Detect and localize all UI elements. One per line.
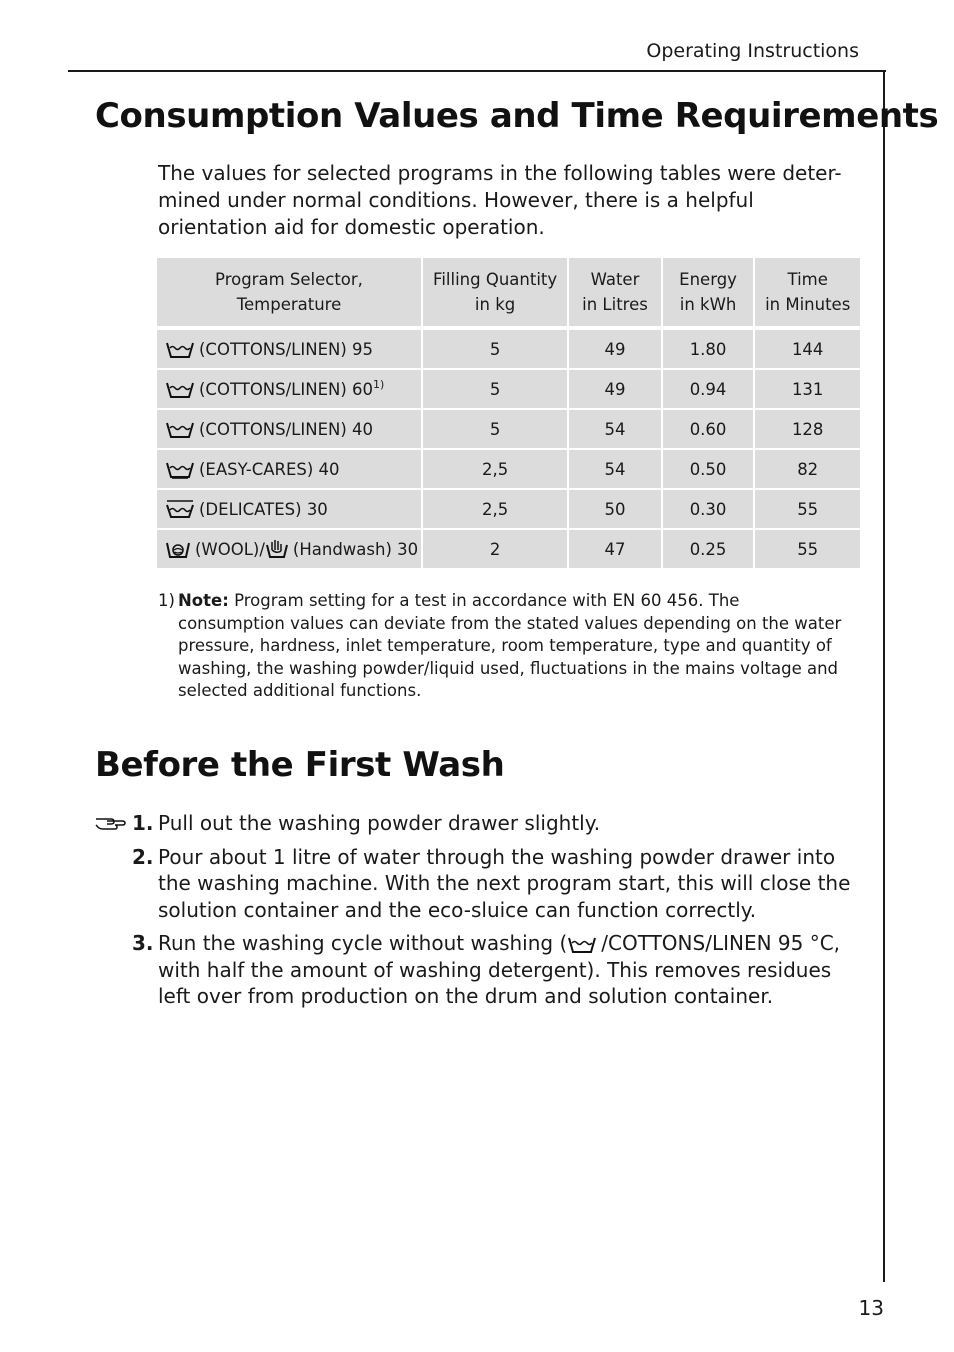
footnote-note-label: Note: [178, 591, 229, 610]
water-cell: 49 [569, 370, 663, 410]
washtub-icon [165, 339, 195, 359]
table-row [157, 450, 860, 490]
kg-cell: 2,5 [423, 450, 569, 490]
program-cell: (COTTONS/LINEN) 40 [157, 410, 423, 450]
water-cell: 47 [569, 530, 663, 570]
list-item [95, 810, 865, 837]
page-number: 13 [858, 1296, 884, 1320]
program-cell: (COTTONS/LINEN) 60$^{1)}$ [157, 370, 423, 410]
water-cell: 54 [569, 450, 663, 490]
table-row [157, 530, 860, 570]
time-cell: 55 [755, 490, 860, 530]
energy-cell: 1.80 [663, 330, 756, 370]
program-cell: (COTTONS/LINEN) 95 [157, 330, 423, 370]
step-number: 1. [132, 811, 154, 835]
step-text: Pull out the washing powder drawer slightly. [158, 811, 601, 835]
handwash-icon [265, 539, 289, 559]
washtub-icon [165, 379, 195, 399]
kg-cell: 5 [423, 330, 569, 370]
water-cell: 54 [569, 410, 663, 450]
consumption-intro: The values for selected programs in the following tables were deter-mined under normal conditions. However, there is a helpful orientation aid for domestic operation. [158, 161, 842, 239]
side-rule [883, 70, 885, 1282]
table-header-row [157, 258, 860, 330]
header-filling-quantity: Filling Quantity in kg [423, 258, 569, 330]
program-cell: (WOOL)/ (Handwash) 30 [157, 530, 423, 570]
time-cell: 131 [755, 370, 860, 410]
running-header: Operating Instructions [646, 40, 859, 62]
program-cell: (DELICATES) 30 [157, 490, 423, 530]
washtub-delicates-icon [165, 499, 195, 519]
kg-cell: 2 [423, 530, 569, 570]
table-row [157, 410, 860, 450]
step-text: Run the washing cycle without washing ( [158, 931, 568, 955]
washtub-icon [567, 934, 597, 954]
water-cell: 50 [569, 490, 663, 530]
header-rule [68, 70, 886, 72]
footnote-text: Program setting for a test in accordance with EN 60 456. The consumption values can deviate from the stated values depending on the water pressure, hardness, inlet temperature, room temperature, type and quantity of washing, the washing powder/liquid used, fluctuations in the mains voltage and selected additional functions. [178, 591, 842, 700]
step-number: 3. [132, 931, 154, 955]
footnote-ref: 1) [373, 378, 385, 391]
energy-cell: 0.25 [663, 530, 756, 570]
step-text: Pour about 1 litre of water through the washing powder drawer into the washing machine. With the next program start, this will close the solution container and the eco-sluice can function correctly. [158, 844, 851, 922]
table-row [157, 370, 860, 410]
kg-cell: 2,5 [423, 490, 569, 530]
time-cell: 55 [755, 530, 860, 570]
energy-cell: 0.94 [663, 370, 756, 410]
table-row [157, 490, 860, 530]
time-cell: 144 [755, 330, 860, 370]
energy-cell: 0.60 [663, 410, 756, 450]
header-water: Water in Litres [569, 258, 663, 330]
washtub-easycare-icon [165, 459, 195, 479]
consumption-title: Consumption Values and Time Requirements [95, 96, 939, 136]
wool-icon [165, 539, 191, 559]
time-cell: 128 [755, 410, 860, 450]
table-row [157, 330, 860, 370]
step-text: /COTTONS/LINEN 95 °C, with half the amount of washing detergent). This removes residues left over from production on the drum and solution container. [158, 931, 841, 1008]
step-number: 2. [132, 844, 154, 869]
water-cell: 49 [569, 330, 663, 370]
pointing-hand-icon [95, 813, 127, 831]
energy-cell: 0.50 [663, 450, 756, 490]
list-item [95, 844, 865, 924]
list-item [95, 930, 865, 1010]
header-time: Time in Minutes [755, 258, 860, 330]
kg-cell: 5 [423, 410, 569, 450]
time-cell: 82 [755, 450, 860, 490]
header-energy: Energy in kWh [663, 258, 756, 330]
footnote-marker: 1) [158, 591, 175, 610]
consumption-table [157, 258, 860, 570]
kg-cell: 5 [423, 370, 569, 410]
header-program: Program Selector, Temperature [157, 258, 423, 330]
energy-cell: 0.30 [663, 490, 756, 530]
washtub-icon [165, 419, 195, 439]
first-wash-steps [95, 810, 865, 1017]
table-footnote [158, 590, 848, 703]
first-wash-title: Before the First Wash [95, 745, 505, 785]
program-cell: (EASY-CARES) 40 [157, 450, 423, 490]
